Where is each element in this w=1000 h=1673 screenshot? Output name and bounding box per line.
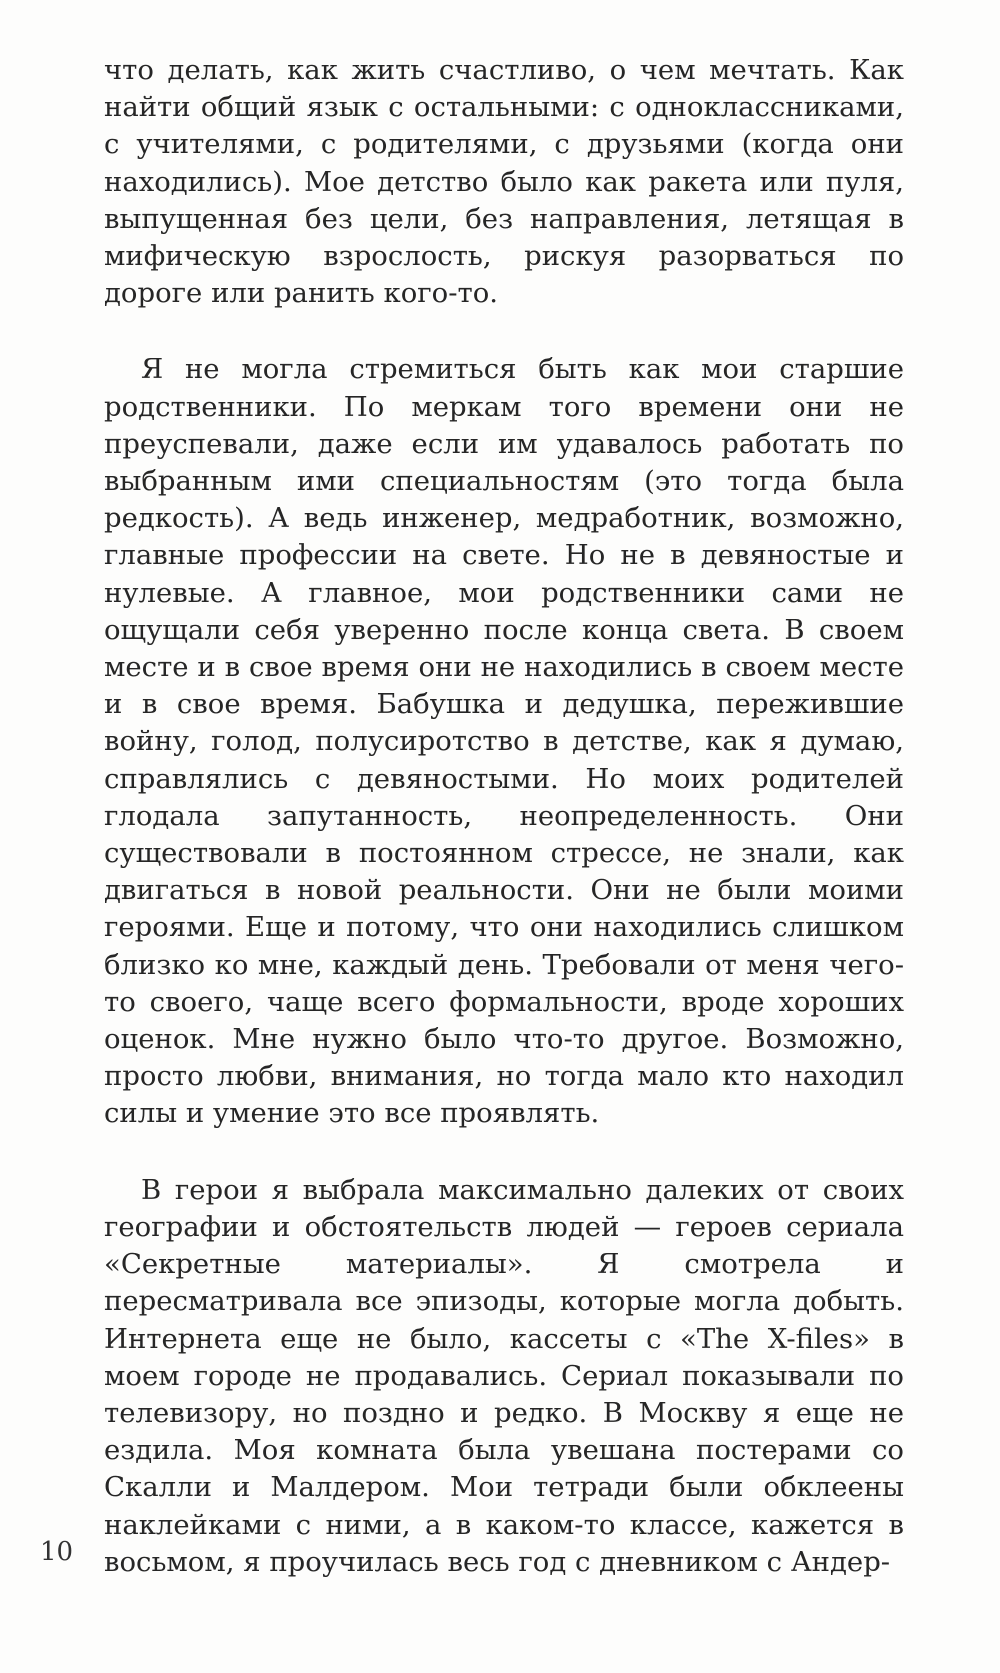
paragraph-heroes: В герои я выбрала максимально далеких от своих географии и обстоятельств людей — героев сериала «Секретные материалы». Я смотрела и пересматривала все эпизоды, которые могла добыть. Интернета еще не было, кассеты с «The X-files» в моем городе не продавались. Сериал показывали по телевизору, но поздно и редко. В Москву я еще не ездила. Моя комната была увешана постерами со Скалли и Малдером. Мои тетради были обклеены наклейками с ними, а в каком-то классе, кажется в восьмом, я проучилась весь год с дневником с Андер- (104, 1173, 904, 1578)
paragraph-continuation: что делать, как жить счастливо, о чем мечтать. Как найти общий язык с остальными: с одноклассниками, с учителями, с родителями, с друзьями (когда они находились). Мое детство было как ракета или пуля, выпущенная без цели, без направления, летящая в мифическую взрослость, рискуя разорваться по дороге или ранить кого-то. (104, 54, 904, 310)
paragraph-relatives: Я не могла стремиться быть как мои старшие родственники. По меркам того времени они не преуспевали, даже если им удавалось работать по выбранным ими специальностям (это тогда была редкость). А ведь инженер, медработник, возможно, главные профессии на свете. Но не в девяностые и нулевые. А главное, мои родственники сами не ощущали себя уверенно после конца света. В своем месте и в свое время они не находились в своем месте и в свое время. Бабушка и дедушка, пережившие войну, голод, полусиротство в детстве, как я думаю, справлялись с девяностыми. Но моих родителей глодала запутанность, неопределенность. Они существовали в постоянном стрессе, не знали, как двигаться в новой реальности. Они не были моими героями. Еще и потому, что они находились слишком близко ко мне, каждый день. Требовали от меня чего-то своего, чаще всего формальности, вроде хороших оценок. Мне нужно было что-то другое. Возможно, просто любви, внимания, но тогда мало кто находил силы и умение это все проявлять. (104, 353, 904, 1130)
page-number: 10 (40, 1537, 74, 1567)
body-text (104, 52, 904, 1581)
